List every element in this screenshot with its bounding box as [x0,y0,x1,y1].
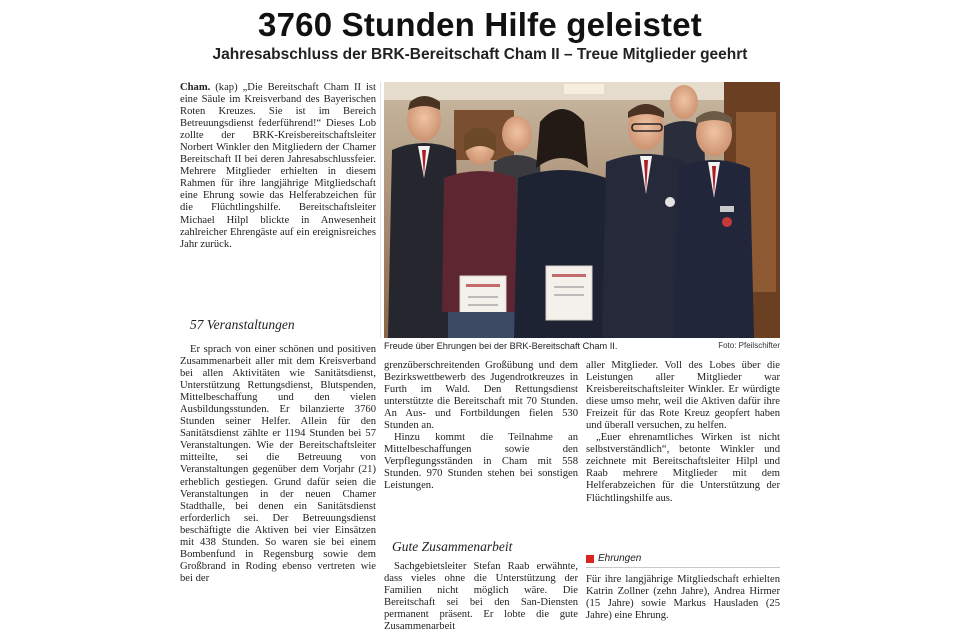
column-2-continued [384,561,578,640]
infobox-heading [586,553,641,564]
subheadline: Jahresabschluss der BRK-Bereitschaft Cham II – Treue Mitglieder geehrt [212,46,748,63]
column-3-paragraph-1: aller Mitglieder. Voll des Lobes über die Leistungen aller Mitglieder war Kreisbereitschaftsleiter Winkler. Er würdigte diese umso mehr, weil die Aktiven dafür ihre Freizeit für das Rote Kreuz geopfert haben und überall versuchen, zu helfen. [586,360,780,432]
infobox-text: Für ihre langjährige Mitgliedschaft erhielten Katrin Zollner (zehn Jahre), Andrea Hirmer (15 Jahre) sowie Markus Hausladen (25 Jahre) eine Ehrung. [586,574,780,622]
column-divider [380,82,381,338]
headline: 3760 Stunden Hilfe geleistet [258,6,702,43]
photo-caption-row [384,341,780,351]
column-2-paragraph-1: grenzüberschreitenden Großübung und dem Bezirkswettbewerb des Jugendrotkreuzes in Furth im Wald. Den Rettungsdienst unterstützte die Bereitschaft mit 70 Stunden. An Aus- und Fortbildungen fielen 530 Stunden an. [384,360,578,432]
column-2-paragraph-2: Hinzu kommt die Teilnahme an Mittelbeschaffungen sowie den Verpflegungsständen in Cham mit 558 Stunden. 970 Stunden stehen bei sonstigen Leistungen. [384,432,578,492]
column-3-paragraph-2: „Euer ehrenamtliches Wirken ist nicht selbstverständlich“, betonte Winkler und zeichnete mit Bereitschaftsleiter Hilpl und Raab mehrere Mitglieder mit dem Helferabzeichen für die Unterstützung der Flüchtlingshilfe aus. [586,432,780,504]
group-photo [384,82,780,338]
photo-credit: Foto: Pfeilschifter [718,341,780,350]
infobox-label: Ehrungen [598,553,642,564]
subheading-57-veranstaltungen: 57 Veranstaltungen [190,317,295,332]
photo-illustration [384,82,780,338]
dateline: Cham. [180,82,211,93]
lead-paragraph [180,82,376,306]
lead-text: „Die Bereitschaft Cham II ist eine Säule im Kreisverband des Bayerischen Roten Kreuzes. Sie ist im Bereich Betreuungsdienst federführend!“ Dieses Lob zollte der BRK-Kreisbereitschaftsleiter Norbert Winkler den Mitgliedern der Chamer Bereitschaft II bei deren Jahresabschlussfeier. Mehrere Mitglieder erhielten in diesem Rahmen für ihre langjährige Mitgliedschaft eine Ehrung sowie das Helferabzeichen für die Flüchtlingshilfe. Bereitschaftsleiter Michael Hilpl blickte in Anwesenheit zahlreicher Ehrengäste auf ein ereignisreiches Jahr zurück. [180,82,376,250]
byline: (kap) [215,82,238,93]
column-1-text [180,344,376,644]
photo-caption: Freude über Ehrungen bei der BRK-Bereitschaft Cham II. [384,341,618,351]
column-2-paragraph-3: Sachgebietsleiter Stefan Raab erwähnte, dass vieles ohne die Unterstützung der Familien nicht möglich wäre. Die Bereitschaft sei bei den San-Diensten permanent präsent. Er lobte die gute Zusammenarbeit [384,561,578,633]
red-square-icon [586,555,594,563]
infobox-divider [586,567,780,568]
subheading-gute-zusammenarbeit: Gute Zusammenarbeit [392,539,513,554]
column-1-paragraph: Er sprach von einer schönen und positiven Zusammenarbeit aller mit dem Kreisverband bei allen Aktivitäten wie Sanitätsdienst, Unterstützung Rettungsdienst, Blutspenden, Mittelbeschaffung und den vielen Ausbildungsstunden. Er bilanzierte 3760 Stunden seiner Helfer. Allein für den Sanitätsdienst zählte er 1194 Stunden bei 57 Veranstaltungen. Wie der Bereitschaftsleiter mitteilte, sei die Betreuung von Veranstaltungen gegenüber dem Vorjahr (21) erheblich gestiegen. Grund dafür seien die Veranstaltungen in der neuen Chamer Stadthalle, bei denen ein Sanitätsdienst erforderlich sei. Der Betreuungsdienst beschäftigte die Aktiven bei vier Einsätzen mit 438 Stunden. So waren sie bei einem Bombenfund in Regensburg sowie dem Großbrand in Roding ebenso vertreten wie bei der [180,344,376,584]
infobox-text-block [586,574,780,640]
